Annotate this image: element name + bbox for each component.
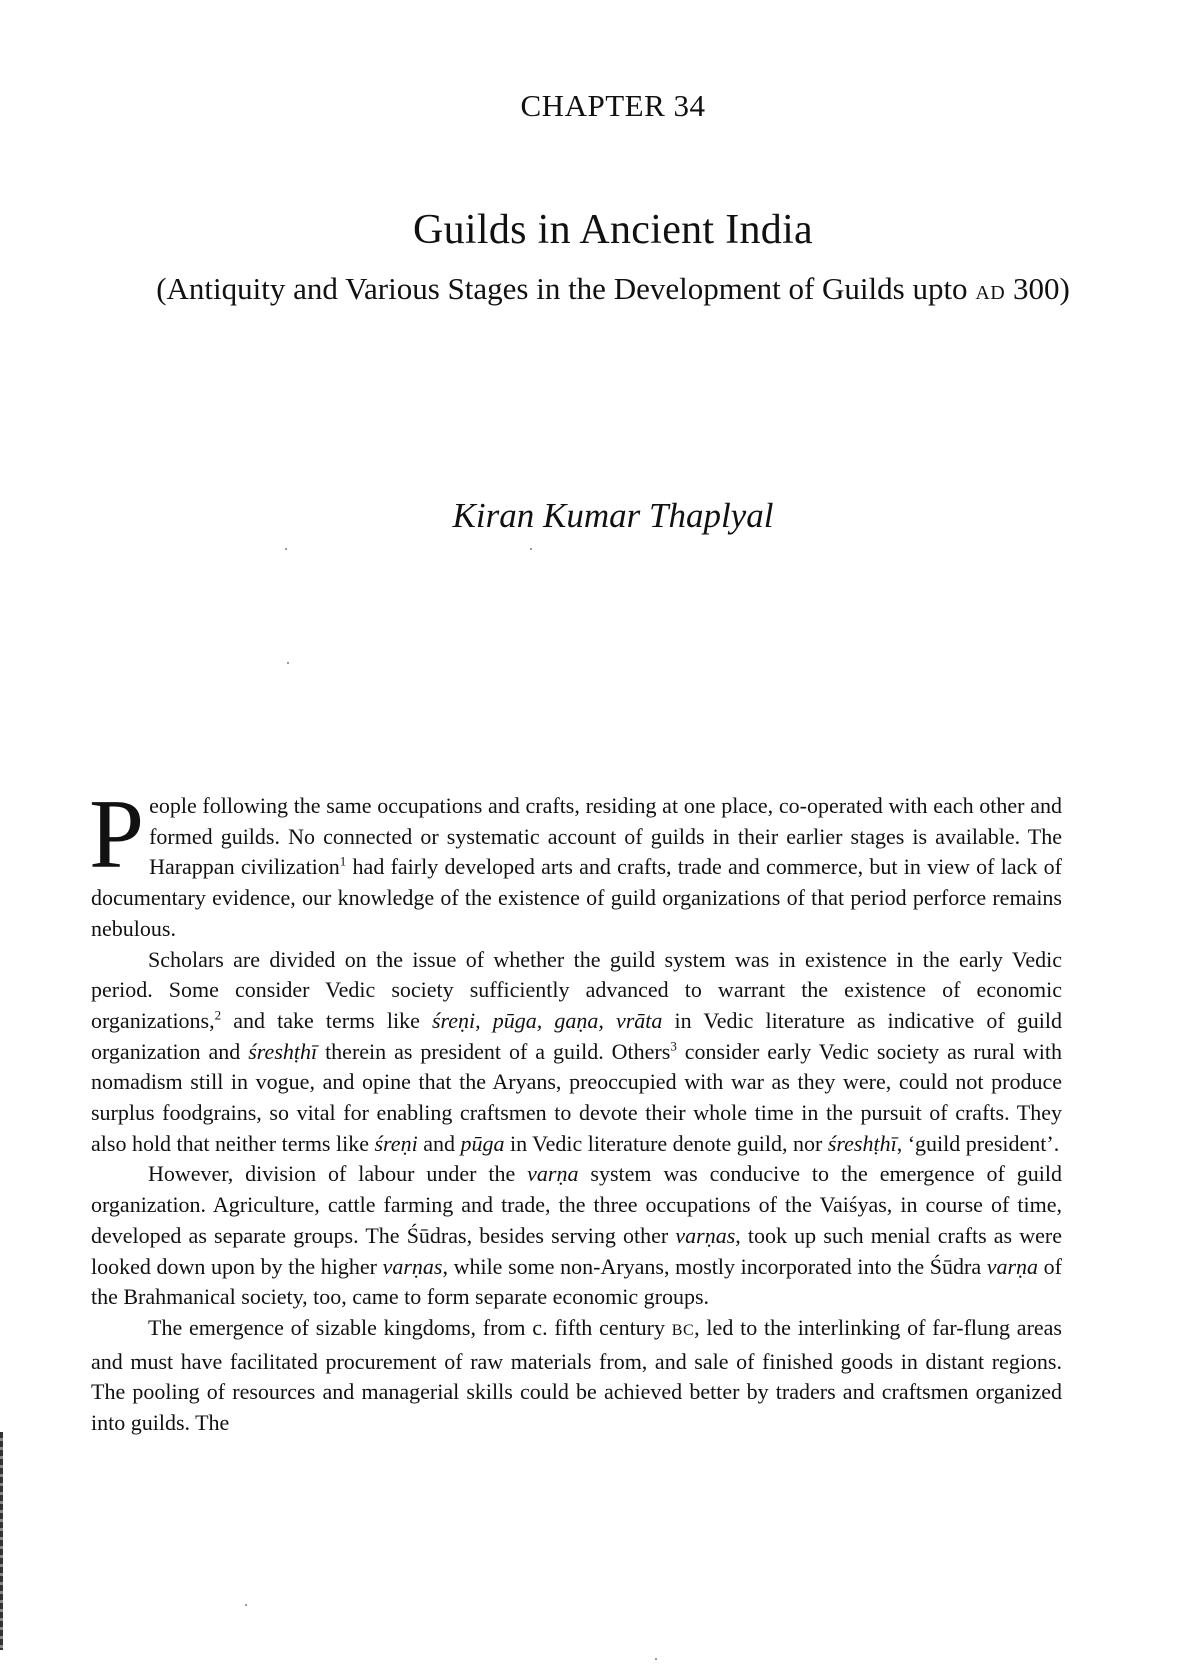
text-run: and take terms like <box>221 1007 432 1033</box>
drop-cap: P <box>89 780 145 889</box>
author-name: Kiran Kumar Thaplyal <box>452 496 774 535</box>
text-run: , took up such menial crafts as were looked down upon by the higher <box>91 1222 1063 1279</box>
text-run: therein as president of a guild. Others <box>317 1038 671 1064</box>
chapter-label: CHAPTER 34 <box>520 88 706 123</box>
scan-speck <box>287 662 289 664</box>
text-run: , led to the interlinking of far-flung areas and must have facilitated procurement of raw materials from, and sale of finished goods in distant regions. The pooling of resources and managerial skills could be achieved better by traders and craftsmen organized into guilds. The <box>91 1314 1062 1436</box>
footnote-ref: 3 <box>670 1038 677 1054</box>
body-text <box>89 780 1063 1439</box>
text-run: Scholars are divided on the issue of whether the guild system was in existence in the early Vedic period. Some consider Vedic society sufficiently advanced to warrant the existence of economic organizations, <box>91 946 1062 1033</box>
scan-speck <box>530 548 532 550</box>
body-paragraph <box>91 1313 1062 1439</box>
scan-speck <box>245 1604 247 1606</box>
small-caps-text: BC <box>671 1321 695 1339</box>
chapter-title: Guilds in Ancient India <box>412 207 813 253</box>
text-run: system was conducive to the emergence of guild organization. Agriculture, cattle farming and trade, the three occupations of the Vaiśyas, in course of time, developed as separate groups. The Śūdras, besides serving other <box>91 1161 1062 1248</box>
text-run: in Vedic literature denote guild, nor <box>504 1130 828 1156</box>
italic-term: śreshṭhī <box>248 1038 318 1064</box>
text-run: eople following the same occupations and crafts, residing at one place, co-operated with each other and formed guilds. No connected or systematic account of guilds in their earlier stages is available. The Harappan civilization <box>149 793 1062 880</box>
scan-speck <box>285 548 287 550</box>
italic-term: pūga <box>460 1130 505 1156</box>
italic-term: śreshṭhī <box>827 1130 897 1156</box>
text-run: consider early Vedic society as rural with nomadism still in vogue, and opine that the Aryans, preoccupied with war as they were, could not produce surplus foodgrains, so vital for enabling craftsmen to devote their whole time in the pursuit of crafts. They also hold that neither terms like <box>91 1038 1063 1156</box>
body-paragraph <box>89 780 1062 945</box>
text-run: of the Brahmanical society, too, came to form separate economic groups. <box>91 1253 1062 1310</box>
text-run: , while some non-Aryans, mostly incorporated into the Śūdra <box>442 1253 987 1279</box>
italic-term: varṇas <box>675 1222 736 1248</box>
body-paragraph <box>91 945 1062 1160</box>
italic-term: śreṇi <box>374 1130 418 1156</box>
subtitle-end: 300) <box>1005 271 1070 306</box>
text-run: The emergence of sizable kingdoms, from c. fifth century <box>148 1314 672 1340</box>
body-paragraph <box>91 1159 1062 1313</box>
scan-edge-mark <box>0 1432 3 1650</box>
italic-term: varṇa <box>527 1161 579 1187</box>
text-run: , ‘guild president’. <box>896 1130 1060 1156</box>
text-run: had fairly developed arts and crafts, trade and commerce, but in view of lack of documentary evidence, our knowledge of the existence of guild organizations of that period perforce remains nebulous. <box>91 854 1062 941</box>
text-run: in Vedic literature as indicative of guild organization and <box>91 1007 1062 1064</box>
scan-speck <box>655 1658 657 1660</box>
text-run: and <box>417 1130 461 1156</box>
italic-term: varṇas <box>382 1253 443 1279</box>
text-run: However, division of labour under the <box>148 1161 528 1187</box>
italic-term: śreṇi, pūga, gaṇa, vrāta <box>431 1007 663 1033</box>
chapter-subtitle <box>140 266 1086 316</box>
italic-term: varṇa <box>986 1253 1039 1279</box>
footnote-ref: 1 <box>339 854 347 870</box>
footnote-ref: 2 <box>214 1007 222 1023</box>
subtitle-text: (Antiquity and Various Stages in the Development of Guilds upto <box>156 271 976 306</box>
subtitle-era: AD <box>975 282 1006 304</box>
